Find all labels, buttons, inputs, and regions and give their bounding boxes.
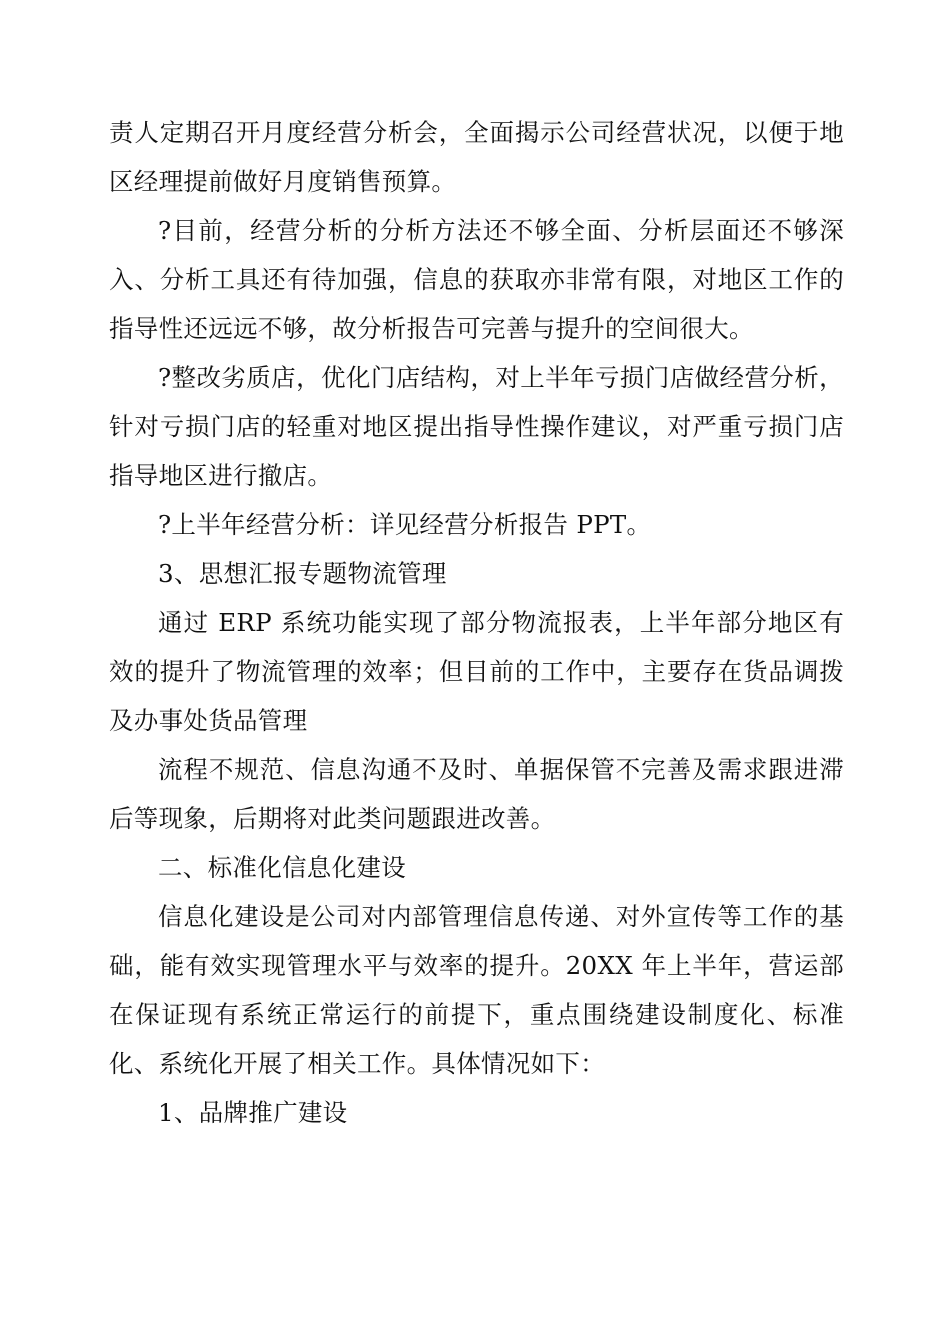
- section-heading-logistics: 3、思想汇报专题物流管理: [158, 559, 447, 588]
- document-body: [109, 108, 844, 1137]
- paragraph-3: ?整改劣质店，优化门店结构，对上半年亏损门店做经营分析，针对亏损门店的轻重对地区提出指导性操作建议，对严重亏损门店指导地区进行撤店。: [109, 363, 844, 490]
- paragraph-6: 通过 ERP 系统功能实现了部分物流报表，上半年部分地区有效的提升了物流管理的效率；但目前的工作中，主要存在货品调拨及办事处货品管理: [109, 608, 844, 735]
- section-heading-brand: 1、品牌推广建设: [158, 1098, 348, 1127]
- paragraph-7: 流程不规范、信息沟通不及时、单据保管不完善及需求跟进滞后等现象，后期将对此类问题跟进改善。: [109, 755, 844, 833]
- paragraph-2: ?目前，经营分析的分析方法还不够全面、分析层面还不够深入、分析工具还有待加强，信息的获取亦非常有限，对地区工作的指导性还远远不够，故分析报告可完善与提升的空间很大。: [109, 216, 844, 343]
- paragraph-9: 信息化建设是公司对内部管理信息传递、对外宣传等工作的基础，能有效实现管理水平与效率的提升。20XX 年上半年，营运部在保证现有系统正常运行的前提下，重点围绕建设制度化、标准化、系统化开展了相关工作。具体情况如下：: [109, 902, 844, 1078]
- paragraph-1: 责人定期召开月度经营分析会，全面揭示公司经营状况，以便于地区经理提前做好月度销售预算。: [109, 118, 844, 196]
- section-heading-standardization: 二、标准化信息化建设: [158, 853, 406, 882]
- paragraph-4: ?上半年经营分析：详见经营分析报告 PPT。: [158, 510, 652, 539]
